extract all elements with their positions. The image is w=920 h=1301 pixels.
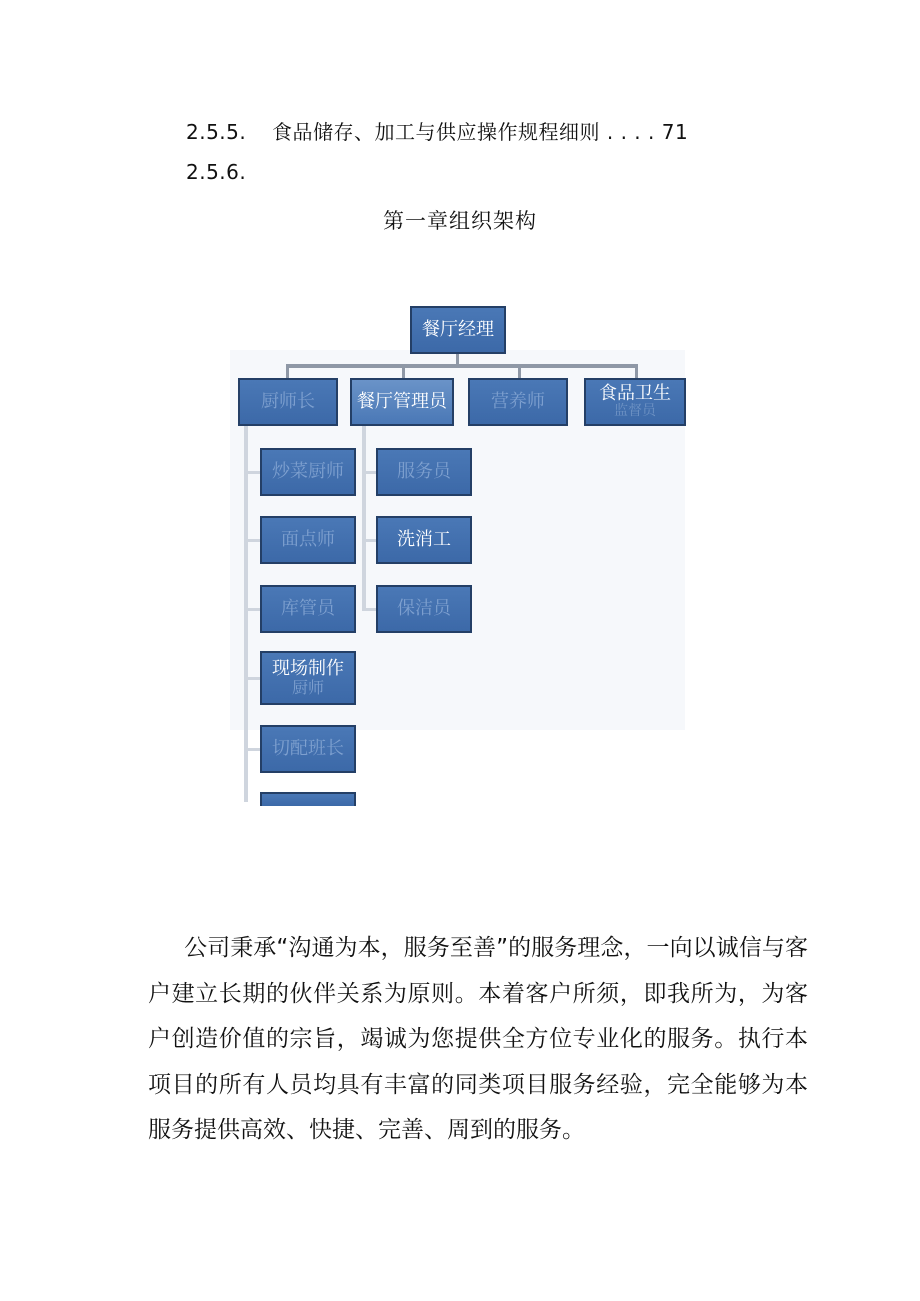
connector-line: [286, 364, 638, 368]
connector-line: [244, 748, 260, 751]
body-paragraph: [148, 926, 808, 1154]
connector-line: [362, 426, 366, 610]
connector-line: [244, 539, 260, 542]
org-node-pastry-chef: 面点师: [260, 516, 356, 564]
org-node-label: 监督员: [614, 403, 656, 420]
org-node-dishwasher: 洗消工: [376, 516, 472, 564]
org-node-label: 食品卫生: [599, 383, 671, 405]
toc-number: 2.5.5.: [186, 120, 247, 144]
connector-line: [362, 608, 376, 611]
connector-line: [244, 608, 260, 611]
org-node-waiter: 服务员: [376, 448, 472, 496]
connector-line: [362, 471, 376, 474]
org-node-prep-leader: 切配班长: [260, 725, 356, 773]
org-node-stir-fry-chef: 炒菜厨师: [260, 448, 356, 496]
org-chart: [230, 296, 690, 802]
org-node-nutritionist: 营养师: [468, 378, 568, 426]
org-node-restaurant-manager: 餐厅经理: [410, 306, 506, 354]
org-node-label: 厨师: [291, 678, 324, 698]
org-node-cleaner: 保洁员: [376, 585, 472, 633]
org-node-dining-manager: 餐厅管理员: [350, 378, 454, 426]
org-node-cut-off: [260, 792, 356, 806]
org-node-onsite-chef: [260, 651, 356, 705]
toc-entry: [186, 116, 688, 145]
org-node-food-hygiene: [584, 378, 686, 426]
org-node-label: 现场制作: [272, 658, 344, 680]
toc-title: 食品储存、加工与供应操作规程细则 . . . . 71: [272, 120, 689, 144]
chapter-title: 第一章组织架构: [383, 209, 537, 233]
paragraph-text: 公司秉承“沟通为本，服务至善”的服务理念，一向以诚信与客户建立长期的伙伴关系为原则。本着客户所须，即我所为，为客户创造价值的宗旨，竭诚为您提供全方位专业化的服务。执行本项目的所有人员均具有丰富的同类项目服务经验，完全能够为本服务提供高效、快捷、完善、周到的服务。: [148, 935, 808, 1143]
toc-number: 2.5.6.: [186, 160, 247, 184]
connector-line: [244, 426, 248, 802]
connector-line: [244, 471, 260, 474]
connector-line: [362, 539, 376, 542]
toc-entry: [186, 160, 272, 184]
org-node-storekeeper: 库管员: [260, 585, 356, 633]
org-node-head-chef: 厨师长: [238, 378, 338, 426]
connector-line: [244, 677, 260, 680]
